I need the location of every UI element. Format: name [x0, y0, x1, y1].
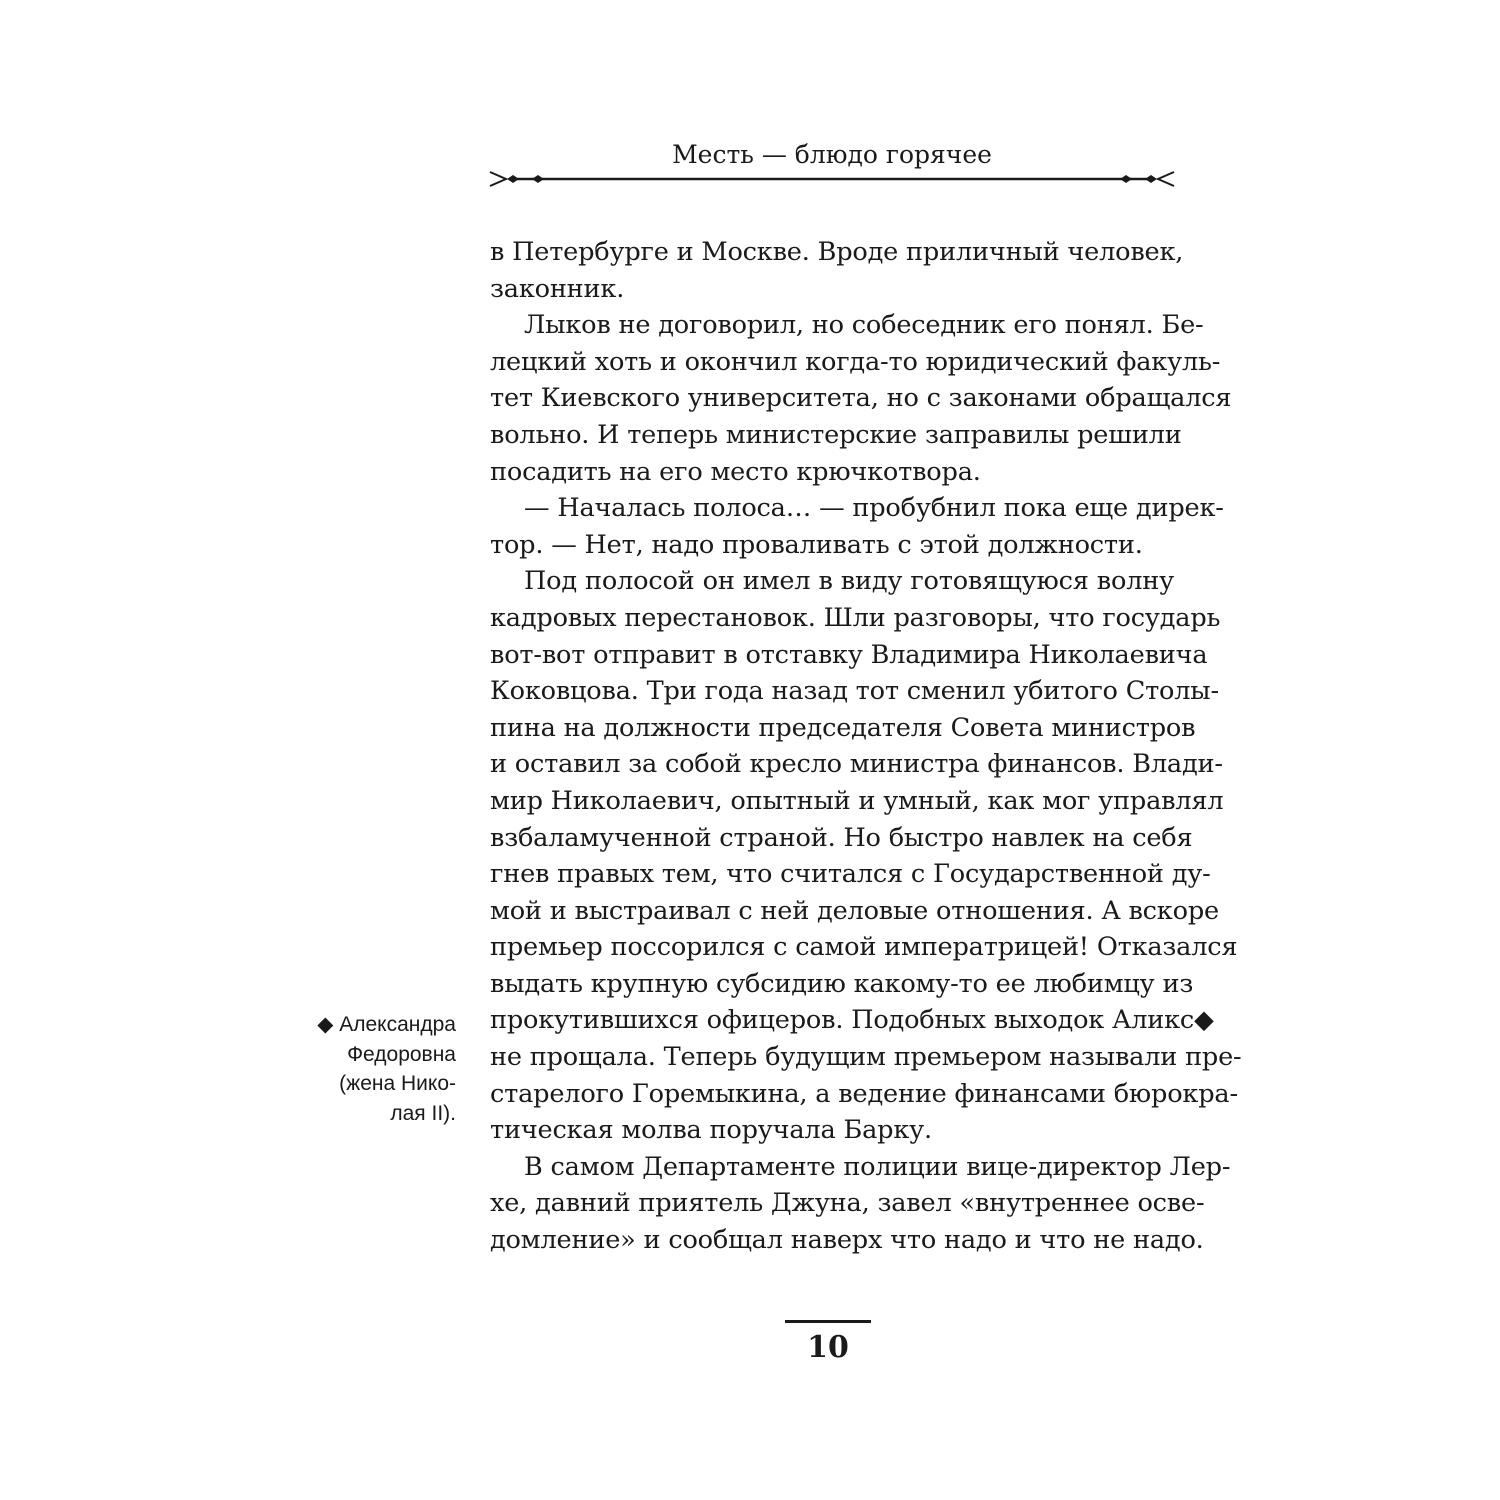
text-line: гнев правых тем, что считался с Государственной ду-: [490, 859, 1211, 890]
text-line: кадровых перестановок. Шли разговоры, что государь: [490, 602, 1221, 633]
text-line: тор. — Нет, надо проваливать с этой должности.: [490, 529, 1143, 560]
text-line: не прощала. Теперь будущим премьером называли пре-: [490, 1042, 1242, 1073]
text-line: лецкий хоть и окончил когда-то юридический факуль-: [490, 346, 1221, 377]
text-line: премьер поссорился с самой императрицей! Отказался: [490, 932, 1238, 963]
margin-footnote: [316, 1010, 456, 1128]
footnote-line: (жена Нико-: [339, 1072, 456, 1095]
text-line: Под полосой он имел в виду готовящуюся волну: [524, 566, 1174, 597]
text-line: В самом Департаменте полиции вице-директор Лер-: [524, 1151, 1231, 1182]
text-line: Коковцова. Три года назад тот сменил убитого Столы-: [490, 676, 1219, 707]
ornamental-rule: [484, 164, 1180, 194]
text-line: Лыков не договорил, но собеседник его понял. Бе-: [524, 310, 1204, 341]
body-text: [490, 234, 1242, 1259]
text-line: домление» и сообщал наверх что надо и что не надо.: [490, 1225, 1204, 1256]
text-line: мир Николаевич, опытный и умный, как мог управлял: [490, 785, 1224, 816]
page-number: 10: [807, 1330, 849, 1365]
text-line: и оставил за собой кресло министра финансов. Влади-: [490, 749, 1223, 780]
text-line: — Началась полоса… — пробубнил пока еще дирек-: [524, 493, 1224, 524]
running-title: Месть — блюдо горячее: [672, 140, 992, 169]
text-line: тическая молва поручала Барку.: [490, 1115, 932, 1146]
text-line: взбаламученной страной. Но быстро навлек на себя: [490, 822, 1193, 853]
text-line: мой и выстраивал с ней деловые отношения. А вскоре: [490, 895, 1219, 926]
footnote-line: Федоровна: [347, 1042, 456, 1066]
text-line: выдать крупную субсидию какому-то ее любимцу из: [490, 968, 1194, 999]
page-number-rule: [785, 1320, 871, 1323]
text-line: пина на должности председателя Совета министров: [490, 712, 1196, 743]
text-line: старелого Горемыкина, а ведение финансами бюрокра-: [490, 1078, 1238, 1109]
footnote-line: ◆ Александра: [317, 1013, 456, 1036]
text-line: прокутившихся офицеров. Подобных выходок Аликс◆: [490, 1005, 1214, 1036]
text-line: вольно. И теперь министерские заправилы решили: [490, 419, 1182, 450]
footnote-line: лая II).: [390, 1101, 456, 1125]
text-line: посадить на его место крючкотвора.: [490, 456, 981, 487]
text-line: хе, давний приятель Джуна, завел «внутреннее осве-: [490, 1188, 1205, 1219]
text-line: в Петербурге и Москве. Вроде приличный человек,: [490, 237, 1184, 267]
text-line: вот-вот отправит в отставку Владимира Николаевича: [490, 639, 1208, 670]
text-line: тет Киевского университета, но с законами обращался: [490, 383, 1232, 414]
text-line: законник.: [490, 273, 625, 304]
